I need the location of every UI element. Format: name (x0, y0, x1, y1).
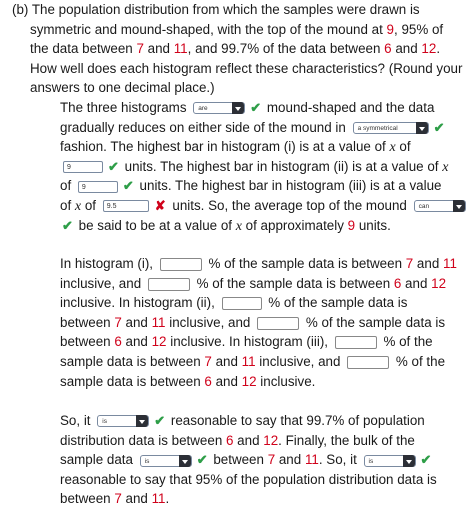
intro-line-2: symmetric and mound-shaped, with the top of the mound at 9, 95% of (30, 21, 444, 37)
chevron-down-icon (453, 200, 465, 212)
p3-line-1: So, it is ✔ reasonable to say that 99.7% of population (60, 413, 425, 428)
hist-iii-95-input[interactable] (335, 336, 377, 349)
histogram-iii-peak-input[interactable]: 9.5 (103, 200, 149, 212)
p3-line-5: between 7 and 11. (60, 491, 170, 507)
p2-line-4: between 7 and 11 inclusive, and % of the sample data is (60, 314, 446, 330)
p3-line-3: sample data is ✔ between 7 and 11. So, it is ✔ (60, 452, 432, 468)
hist-i-95-input[interactable] (160, 258, 202, 271)
hist-i-997-input[interactable] (148, 278, 190, 291)
p3-line-2: distribution data is between 6 and 12. Finally, the bulk of the (60, 432, 415, 448)
chevron-down-icon (403, 455, 415, 467)
p1-line-1: The three histograms are ✔ mound-shaped and the data (60, 100, 435, 115)
intro-line-3: the data between 7 and 11, and 99.7% of the data between 6 and 12. (30, 41, 441, 57)
p1-line-4: 9 ✔ units. The highest bar in histogram (ii) is at a value of x (60, 157, 448, 177)
incorrect-icon: ✘ (154, 198, 166, 213)
symmetry-dropdown[interactable]: a symmetrical (353, 122, 429, 134)
histogram-i-peak-input[interactable]: 9 (63, 161, 103, 173)
check-icon: ✔ (154, 413, 166, 428)
mound-top-value: 9 (386, 21, 394, 37)
p1-line-6: of x of 9.5 ✘ units. So, the average top of the mound can (60, 196, 469, 216)
hist-ii-997-input[interactable] (257, 317, 299, 330)
can-dropdown[interactable]: can (414, 200, 466, 212)
intro-line-1: (b) The population distribution from which the samples were drawn is (12, 2, 420, 17)
p2-line-6: sample data is between 7 and 11 inclusive, and % of the (60, 354, 446, 369)
check-icon: ✔ (433, 119, 445, 135)
p2-line-3: inclusive. In histogram (ii), % of the sample data is (60, 295, 408, 311)
p1-line-3: fashion. The highest bar in histogram (i) is at a value of x of (60, 139, 411, 156)
check-icon: ✔ (420, 452, 432, 468)
check-icon: ✔ (250, 100, 262, 115)
p1-line-5: of 9 ✔ units. The highest bar in histogram (iii) is at a value (60, 178, 442, 194)
p2-line-7: sample data is between 6 and 12 inclusive. (60, 373, 316, 389)
check-icon: ✔ (122, 178, 134, 194)
is-dropdown-2[interactable]: is (140, 455, 192, 467)
p2-line-5: between 6 and 12 inclusive. In histogram (iii), % of the (60, 334, 433, 350)
histogram-ii-peak-input[interactable]: 9 (78, 181, 118, 193)
intro-line-4: How well does each histogram reflect these characteristics? (Round your (30, 60, 463, 76)
hist-iii-997-input[interactable] (347, 356, 389, 369)
check-icon: ✔ (108, 158, 119, 174)
hist-ii-95-input[interactable] (222, 297, 262, 310)
check-icon: ✔ (62, 217, 73, 233)
p3-line-4: reasonable to say that 95% of the population distribution data is (60, 471, 437, 487)
chevron-down-icon (179, 455, 191, 467)
are-dropdown[interactable]: are (193, 102, 245, 114)
chevron-down-icon (416, 122, 428, 134)
p2-line-1: In histogram (i), % of the sample data is between 7 and 11 (60, 256, 457, 271)
p2-line-2: inclusive, and % of the sample data is between 6 and 12 (60, 275, 447, 291)
p1-line-7: ✔ be said to be at a value of x of approximately 9 units. (62, 217, 391, 234)
is-dropdown-1[interactable]: is (97, 415, 149, 427)
intro-line-5: answers to one decimal place.) (30, 80, 215, 96)
p1-line-2: gradually reduces on either side of the mound in a symmetrical ✔ (60, 119, 445, 135)
chevron-down-icon (136, 415, 148, 427)
part-label: (b) (12, 2, 29, 17)
is-dropdown-3[interactable]: is (364, 455, 416, 467)
check-icon: ✔ (196, 452, 208, 468)
chevron-down-icon (232, 102, 244, 114)
